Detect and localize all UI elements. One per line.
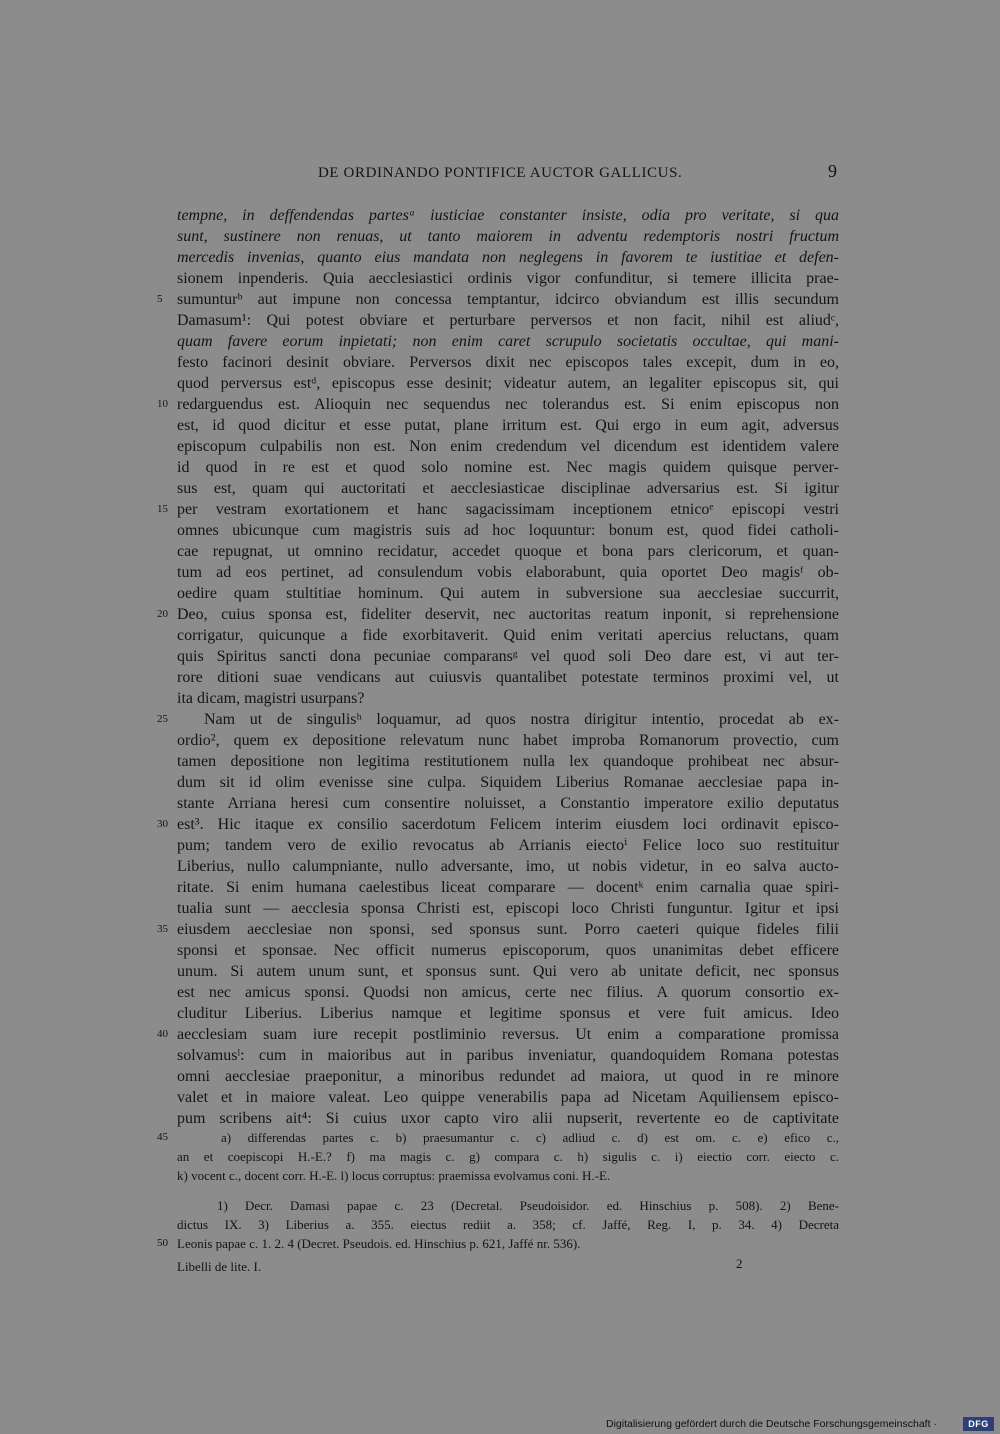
body-line: quod perversus estᵈ, episcopus esse desinit; videatur autem, an legaliter episcopus sit, qui xyxy=(177,375,839,392)
body-line: Deo, cuius sponsa est, fideliter deservit, nec auctoritas reatum inponit, si reprehensione xyxy=(177,606,839,623)
body-line: Nam ut de singulisʰ loquamur, ad quos nostra dirigitur intentio, procedat ab ex- xyxy=(204,711,839,728)
body-line: aecclesiam suam iure recepit postliminio reversus. Ut enim a comparatione promissa xyxy=(177,1026,839,1043)
body-line: Damasum¹: Qui potest obviare et perturbare perversos et non facit, nihil est aliudᶜ, xyxy=(177,312,839,329)
source-note-line: 1) Decr. Damasi papae c. 23 (Decretal. Pseudoisidor. ed. Hinschius p. 508). 2) Bene- xyxy=(217,1198,839,1213)
source-note-line: Leonis papae c. 1. 2. 4 (Decret. Pseudois. ed. Hinschius p. 621, Jaffé nr. 536). xyxy=(177,1236,581,1251)
body-line: pum scribens ait⁴: Si cuius uxor capto viro alii nupserit, revertente eo de captivitate xyxy=(177,1110,839,1127)
body-line: tempne, in deffendendas partesᵃ iusticiae constanter insiste, odia pro veritate, si qua xyxy=(177,207,839,224)
body-line: rore ditioni suae vendicans aut cuiusvis quantalibet potestate terminos proximi vel, ut xyxy=(177,669,839,686)
body-line: unum. Si autem unum sunt, et sponsus sunt. Qui vero ab unitate deficit, nec sponsus xyxy=(177,963,839,980)
body-line: sunt, sustinere non renuas, ut tanto maiorem in adventu redemptoris nostri fructum xyxy=(177,228,839,245)
line-number: 5 xyxy=(157,293,163,305)
body-line: ordio², quem ex depositione relevatum nunc habet improba Romanorum provectio, cum xyxy=(177,732,839,749)
body-line: ita dicam, magistri usurpans? xyxy=(177,690,365,707)
body-line: tualia sunt — aecclesia sponsa Christi est, episcopi loco Christi funguntur. Igitur et ipsi xyxy=(177,900,839,917)
body-line: quis Spiritus sancti dona pecuniae comparansᵍ vel quod soli Deo dare est, vi aut ter- xyxy=(177,648,839,665)
body-line: valet et in maiore valeat. Leo quippe venerabilis papa ad Nicetam Aquiliensem episco- xyxy=(177,1089,839,1106)
signature-title: Libelli de lite. I. xyxy=(177,1259,262,1274)
line-number: 25 xyxy=(157,713,168,725)
body-line: est³. Hic itaque ex consilio sacerdotum Felicem interim eiusdem loci ordinavit episco- xyxy=(177,816,839,833)
body-line: id quod in re est et quod solo nomine est. Nec magis quidem quisque perver- xyxy=(177,459,839,476)
line-number: 35 xyxy=(157,923,168,935)
line-number: 30 xyxy=(157,818,168,830)
body-line: cluditur Liberius. Liberius namque et legitime sponsus et vere fuit amicus. Ideo xyxy=(177,1005,839,1022)
source-note-line: dictus IX. 3) Liberius a. 355. eiectus rediit a. 358; cf. Jaffé, Reg. I, p. 34. 4) Decreta xyxy=(177,1217,839,1232)
line-number: 10 xyxy=(157,398,168,410)
running-title: DE ORDINANDO PONTIFICE AUCTOR GALLICUS. xyxy=(318,165,683,181)
body-line: sponsi et sponsae. Nec officit numerus episcoporum, quos unanimitas debet efficere xyxy=(177,942,839,959)
footnote-line-number: 45 xyxy=(157,1131,168,1143)
footnote-line-number: 50 xyxy=(157,1237,168,1249)
body-line: corrigatur, quicunque a fide exorbitaverit. Quid enim veritati apercius reluctans, quam xyxy=(177,627,839,644)
body-line: tamen depositione non legitima restitutionem nulla lex quandoque prohibeat nec absur- xyxy=(177,753,839,770)
body-line: pum; tandem vero de exilio revocatus ab Arrianis eiectoⁱ Felice loco suo restituitur xyxy=(177,837,839,854)
body-line: per vestram exortationem et hanc sagacissimam inceptionem etnicoᵉ episcopi vestri xyxy=(177,501,839,518)
body-line: sumunturᵇ aut impune non concessa temptantur, idcirco obviandum est illis secundum xyxy=(177,291,839,308)
body-line: redarguendus est. Alioquin nec sequendus nec tolerandus est. Si enim episcopus non xyxy=(177,396,839,413)
body-line: tum ad eos pertinet, ad consulendum vobis elaborabunt, quia oportet Deo magisᶠ ob- xyxy=(177,564,839,581)
body-line: cae repugnat, ut omnino recidatur, accedet quoque et bona pars clericorum, et quan- xyxy=(177,543,839,560)
body-line: solvamusˡ: cum in maioribus aut in paribus inveniatur, quandoquidem Romana potestas xyxy=(177,1047,839,1064)
page-number: 9 xyxy=(828,161,837,181)
body-line: eiusdem aecclesiae non sponsi, sed sponsus sunt. Porro caeteri quique fideles filii xyxy=(177,921,839,938)
body-line: quam favere eorum inpietati; non enim caret scrupulo societatis occultae, qui mani- xyxy=(177,333,839,350)
body-line: sionem inpenderis. Quia aecclesiastici ordinis vigor confunditur, si temere illicita prae- xyxy=(177,270,839,287)
body-line: Liberius, nullo calumpniante, nullo adversante, imo, ut nobis videtur, in eo salva aucto- xyxy=(177,858,839,875)
body-line: festo facinori desinit obviare. Perversos dixit nec episcopos tales excepit, dum in eo, xyxy=(177,354,839,371)
body-line: dum sit id olim evenisse sine culpa. Siquidem Liberius Romanae aecclesiae papa in- xyxy=(177,774,839,791)
variant-note-line: a) differendas partes c. b) praesumantur c. c) adliud c. d) est om. c. e) efico c., xyxy=(221,1130,839,1145)
body-line: omnes ubicunque cum magistris suis ad hoc loquuntur: bonum est, quod fidei catholi- xyxy=(177,522,839,539)
body-line: sus est, quam qui auctoritati et aecclesiasticae disciplinae adversarius est. Si igitur xyxy=(177,480,839,497)
body-line: omni aecclesiae praeponitur, a minoribus redundet ad maiora, ut quod in re minore xyxy=(177,1068,839,1085)
line-number: 20 xyxy=(157,608,168,620)
body-line: ritate. Si enim humana caelestibus liceat comparare — docentᵏ enim carnalia quae spiri- xyxy=(177,879,839,896)
signature-number: 2 xyxy=(736,1256,743,1271)
line-number: 15 xyxy=(157,503,168,515)
dfg-logo: DFG xyxy=(963,1417,994,1431)
body-line: episcopum culpabilis non est. Non enim credendum vel dicendum est identidem valere xyxy=(177,438,839,455)
body-line: oedire quam stultitiae hominum. Qui autem in subversione sua aecclesiae succurrit, xyxy=(177,585,839,602)
variant-note-line: k) vocent c., docent corr. H.-E. l) locus corruptus: praemissa evolvamus coni. H.-E. xyxy=(177,1168,611,1183)
body-line: est, id quod dicitur et esse putat, plane irritum est. Qui ergo in eum agit, adversus xyxy=(177,417,839,434)
variant-note-line: an et coepiscopi H.-E.? f) ma magis c. g) compara c. h) sigulis c. i) eiectio corr. eiecto c. xyxy=(177,1149,839,1164)
line-number: 40 xyxy=(157,1028,168,1040)
body-line: stante Arriana heresi cum consentire noluisset, a Constantio imperatore exilio deputatus xyxy=(177,795,839,812)
body-line: est nec amicus sponsi. Quodsi non amicus, certe nec filius. A quorum consortio ex- xyxy=(177,984,839,1001)
body-line: mercedis invenias, quanto eius mandata non neglegens in favorem te iustitiae et defen- xyxy=(177,249,839,266)
digitization-credit: Digitalisierung gefördert durch die Deutsche Forschungsgemeinschaft · xyxy=(606,1418,937,1430)
